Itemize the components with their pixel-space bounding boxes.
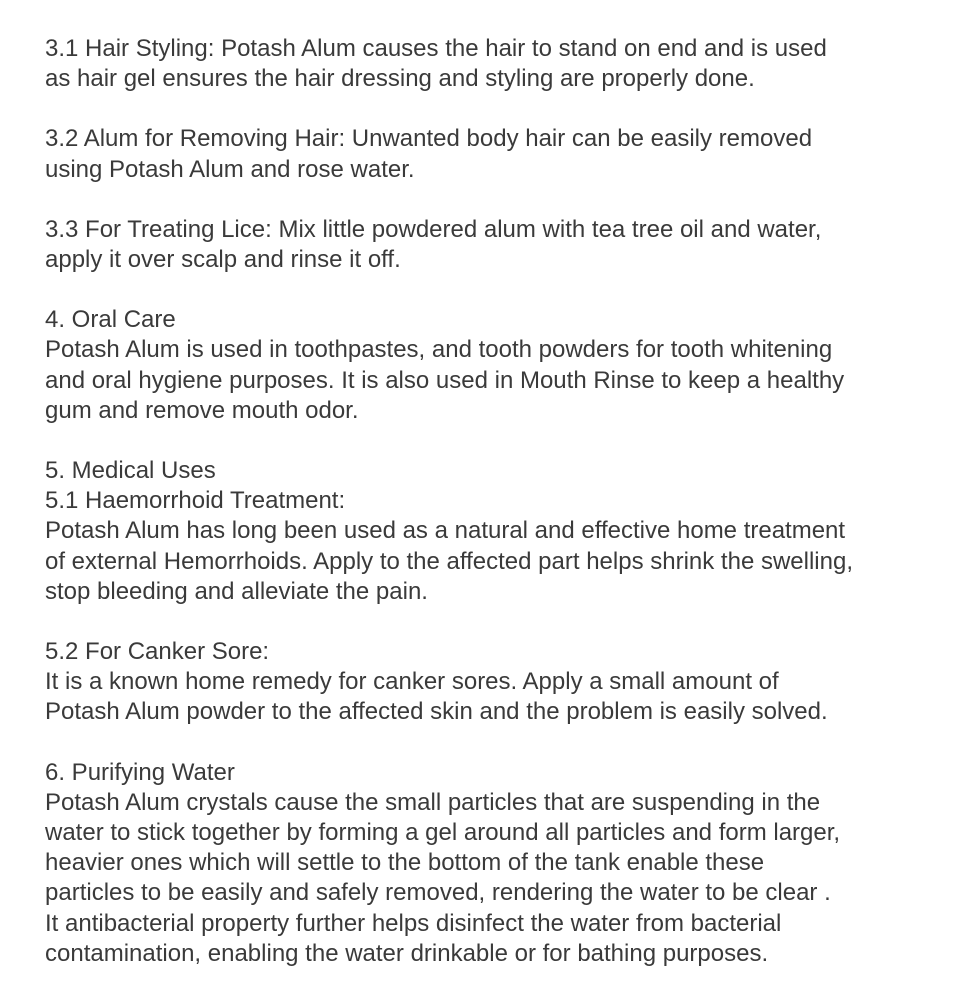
text-line: 3.2 Alum for Removing Hair: Unwanted body hair can be easily removed — [45, 125, 813, 153]
text-line: Potash Alum crystals cause the small particles that are suspending in the — [45, 788, 821, 816]
text-line: Potash Alum powder to the affected skin and the problem is easily solved. — [45, 698, 828, 726]
text-line: gum and remove mouth odor. — [45, 396, 359, 424]
text-line: Potash Alum has long been used as a natural and effective home treatment — [45, 517, 846, 545]
text-line: 3.1 Hair Styling: Potash Alum causes the hair to stand on end and is used — [45, 35, 827, 62]
section-oral-care — [45, 305, 925, 426]
text-line: stop bleeding and alleviate the pain. — [45, 577, 428, 605]
text-line: and oral hygiene purposes. It is also used in Mouth Rinse to keep a healthy — [45, 366, 845, 394]
section-purifying-water — [45, 758, 925, 969]
text-line: It antibacterial property further helps disinfect the water from bacterial — [45, 909, 782, 937]
subsection-heading: 5.1 Haemorrhoid Treatment: — [45, 487, 346, 515]
subsection-heading: 5.2 For Canker Sore: — [45, 638, 270, 666]
text-line: particles to be easily and safely removed, rendering the water to be clear . — [45, 879, 831, 907]
text-line: of external Hemorrhoids. Apply to the affected part helps shrink the swelling, — [45, 547, 853, 575]
section-hair-styling — [45, 34, 925, 94]
text-line: apply it over scalp and rinse it off. — [45, 246, 401, 274]
text-line: as hair gel ensures the hair dressing and styling are properly done. — [45, 65, 755, 93]
text-line: contamination, enabling the water drinkable or for bathing purposes. — [45, 939, 769, 967]
section-heading: 4. Oral Care — [45, 306, 176, 334]
section-medical-uses — [45, 456, 925, 607]
text-line: water to stick together by forming a gel around all particles and form larger, — [45, 819, 841, 847]
text-line: heavier ones which will settle to the bottom of the tank enable these — [45, 849, 765, 877]
section-treating-lice — [45, 215, 925, 275]
text-line: 3.3 For Treating Lice: Mix little powdered alum with tea tree oil and water, — [45, 215, 822, 243]
text-line: It is a known home remedy for canker sores. Apply a small amount of — [45, 668, 779, 696]
section-removing-hair — [45, 124, 925, 184]
text-line: Potash Alum is used in toothpastes, and tooth powders for tooth whitening — [45, 336, 833, 364]
section-heading: 5. Medical Uses — [45, 457, 216, 485]
section-canker-sore — [45, 637, 925, 728]
section-heading: 6. Purifying Water — [45, 758, 235, 786]
text-line: using Potash Alum and rose water. — [45, 155, 415, 183]
